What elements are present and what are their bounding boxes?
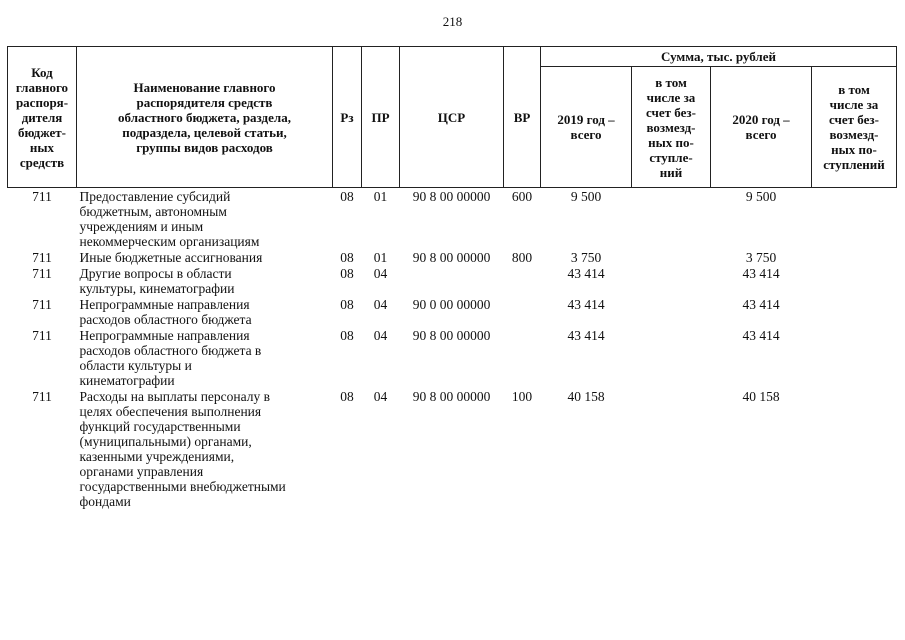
row-code: 711	[32, 297, 52, 312]
row-csr: 90 8 00 00000	[412, 250, 491, 265]
row-vr	[504, 296, 541, 327]
row-name: Другие вопросы в области культуры, кинематографии	[79, 266, 235, 296]
row-2019-free	[632, 249, 711, 265]
row-vr: 800	[511, 250, 533, 265]
header-2020-free: в том числе за счет без- возмезд- ных по- ступлений	[812, 67, 897, 188]
header-code: Код главного распоря- дителя бюджет- ных средств	[8, 47, 77, 188]
row-name: Предоставление субсидий бюджетным, автономным учреждениям и иным некоммерческим организациям	[79, 189, 260, 249]
row-code: 711	[32, 328, 52, 343]
row-name: Непрограммные направления расходов областного бюджета в области культуры и кинематографии	[79, 328, 262, 388]
row-pr: 04	[373, 266, 388, 281]
row-2020-free	[812, 327, 897, 388]
row-rz: 08	[340, 328, 354, 343]
row-2020-free	[812, 388, 897, 509]
row-2019-total: 43 414	[567, 297, 605, 312]
header-2019-free: в том числе за счет без- возмезд- ных по- ступле- ний	[632, 67, 711, 188]
row-rz: 08	[340, 250, 354, 265]
row-2019-free	[632, 388, 711, 509]
row-pr: 01	[373, 250, 388, 265]
header-vr: ВР	[504, 47, 541, 188]
row-rz: 08	[340, 297, 354, 312]
row-pr: 04	[373, 297, 388, 312]
header-csr: ЦСР	[400, 47, 504, 188]
row-name: Расходы на выплаты персоналу в целях обеспечения выполнения функций государственными (муниципальными) органами, казенными учреждениями, органами управления государственными внебюджетными фондами	[79, 389, 286, 509]
row-2020-free	[812, 249, 897, 265]
row-2019-free	[632, 188, 711, 250]
row-vr	[504, 265, 541, 296]
row-csr: 90 0 00 00000	[412, 297, 491, 312]
row-2019-free	[632, 296, 711, 327]
row-2019-total: 43 414	[567, 266, 605, 281]
row-2020-total: 40 158	[742, 389, 780, 404]
row-rz: 08	[340, 266, 354, 281]
row-2020-free	[812, 296, 897, 327]
table-row	[8, 249, 897, 265]
row-rz: 08	[340, 389, 354, 404]
row-2020-total: 43 414	[742, 266, 780, 281]
table-row	[8, 388, 897, 509]
row-2020-free	[812, 188, 897, 250]
row-rz: 08	[340, 189, 354, 204]
header-rz: Рз	[333, 47, 362, 188]
row-pr: 01	[373, 189, 388, 204]
row-2019-total: 9 500	[570, 189, 602, 204]
row-code: 711	[32, 250, 52, 265]
row-code: 711	[32, 266, 52, 281]
row-2020-total: 43 414	[742, 297, 780, 312]
row-2020-total: 9 500	[745, 189, 777, 204]
header-sum-group: Сумма, тыс. рублей	[541, 47, 897, 67]
row-vr: 100	[511, 389, 533, 404]
header-2020-total: 2020 год – всего	[711, 67, 812, 188]
row-vr: 600	[511, 189, 533, 204]
row-name: Иные бюджетные ассигнования	[79, 250, 263, 265]
row-csr: 90 8 00 00000	[412, 328, 491, 343]
row-2020-free	[812, 265, 897, 296]
table-row	[8, 327, 897, 388]
row-pr: 04	[373, 328, 388, 343]
row-2019-total: 40 158	[567, 389, 605, 404]
row-vr	[504, 327, 541, 388]
table-row	[8, 296, 897, 327]
table-row	[8, 265, 897, 296]
row-name: Непрограммные направления расходов областного бюджета	[79, 297, 252, 327]
table-row	[8, 188, 897, 250]
row-2019-total: 43 414	[567, 328, 605, 343]
row-2019-total: 3 750	[570, 250, 602, 265]
row-2020-total: 43 414	[742, 328, 780, 343]
header-2019-total: 2019 год – всего	[541, 67, 632, 188]
row-2019-free	[632, 265, 711, 296]
row-csr: 90 8 00 00000	[412, 389, 491, 404]
page-number: 218	[442, 14, 463, 29]
header-name: Наименование главного распорядителя средств областного бюджета, раздела, подраздела, целевой статьи, группы видов расходов	[77, 47, 333, 188]
row-csr: 90 8 00 00000	[412, 189, 491, 204]
row-code: 711	[32, 389, 52, 404]
row-pr: 04	[373, 389, 388, 404]
row-csr	[400, 265, 504, 296]
budget-table	[7, 46, 897, 509]
row-code: 711	[32, 189, 52, 204]
header-pr: ПР	[362, 47, 400, 188]
row-2020-total: 3 750	[745, 250, 777, 265]
row-2019-free	[632, 327, 711, 388]
